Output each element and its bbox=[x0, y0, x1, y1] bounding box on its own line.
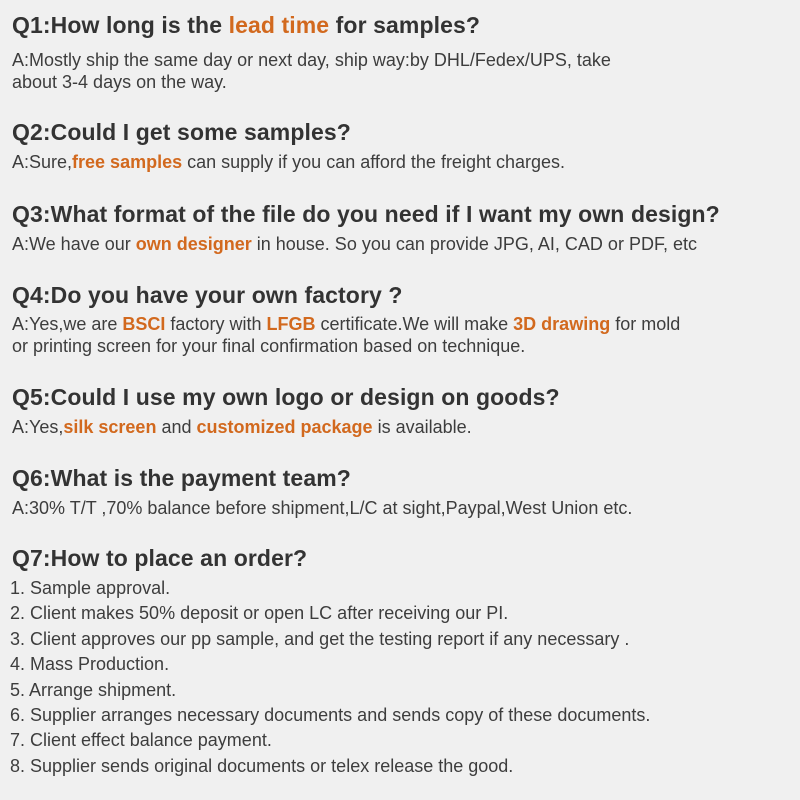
question-1 bbox=[12, 12, 480, 39]
question-5: Q5:Could I use my own logo or design on goods? bbox=[12, 384, 560, 410]
order-step: 1. Sample approval. bbox=[10, 578, 171, 598]
order-steps-list bbox=[10, 576, 650, 779]
question-6: Q6:What is the payment team? bbox=[12, 465, 351, 491]
answer-3 bbox=[12, 233, 697, 255]
order-step: 6. Supplier arranges necessary documents and sends copy of these documents. bbox=[10, 704, 651, 725]
order-step: 4. Mass Production. bbox=[10, 654, 170, 675]
answer-4-text: A:Yes,we are bbox=[12, 314, 123, 334]
answer-1 bbox=[12, 49, 611, 93]
answer-2-text-end: can supply if you can afford the freight charges. bbox=[182, 152, 566, 172]
answer-5-text-end: is available. bbox=[372, 417, 472, 437]
answer-1-line-1: A:Mostly ship the same day or next day, ship way:by DHL/Fedex/UPS, take bbox=[12, 50, 611, 70]
answer-4-highlight-bsci: BSCI bbox=[122, 314, 166, 334]
answer-3-text: A:We have our bbox=[12, 234, 136, 254]
answer-2-text: A:Sure, bbox=[12, 152, 73, 172]
answer-4-text-mid-2: certificate.We will make bbox=[315, 314, 514, 334]
order-step: 2. Client makes 50% deposit or open LC after receiving our PI. bbox=[10, 603, 509, 624]
answer-5-text: A:Yes, bbox=[12, 417, 64, 437]
answer-4-line-1 bbox=[12, 313, 680, 335]
question-2: Q2:Could I get some samples? bbox=[12, 119, 351, 145]
answer-4-text-mid: factory with bbox=[165, 314, 267, 334]
question-4: Q4:Do you have your own factory ? bbox=[12, 282, 403, 308]
answer-3-text-end: in house. So you can provide JPG, AI, CAD or PDF, etc bbox=[251, 234, 697, 254]
answer-6: A:30% T/T ,70% balance before shipment,L/C at sight,Paypal,West Union etc. bbox=[12, 498, 633, 518]
answer-4-highlight-3d: 3D drawing bbox=[513, 314, 611, 334]
answer-4-highlight-lfgb: LFGB bbox=[266, 314, 316, 334]
answer-1-line-2: about 3-4 days on the way. bbox=[12, 72, 227, 92]
order-step: 8. Supplier sends original documents or telex release the good. bbox=[10, 755, 514, 776]
answer-4-text-end: for mold bbox=[610, 314, 681, 334]
answer-5-text-mid: and bbox=[156, 417, 197, 437]
order-step: 3. Client approves our pp sample, and get the testing report if any necessary . bbox=[10, 628, 630, 649]
question-3: Q3:What format of the file do you need if I want my own design? bbox=[12, 201, 720, 227]
order-step: 7. Client effect balance payment. bbox=[10, 730, 272, 751]
answer-2-highlight: free samples bbox=[72, 152, 183, 172]
answer-5 bbox=[12, 416, 472, 438]
order-step: 5. Arrange shipment. bbox=[10, 679, 177, 700]
answer-4-line-2: or printing screen for your final confirmation based on technique. bbox=[12, 336, 526, 356]
answer-5-highlight-package: customized package bbox=[196, 417, 373, 437]
question-7: Q7:How to place an order? bbox=[12, 545, 308, 571]
question-1-highlight: lead time bbox=[228, 12, 330, 38]
answer-4 bbox=[12, 313, 680, 357]
answer-3-highlight: own designer bbox=[135, 234, 252, 254]
question-1-text: Q1:How long is the bbox=[12, 12, 229, 38]
question-1-text-end: for samples? bbox=[329, 12, 481, 38]
answer-2 bbox=[12, 151, 565, 173]
answer-5-highlight-silk: silk screen bbox=[63, 417, 157, 437]
